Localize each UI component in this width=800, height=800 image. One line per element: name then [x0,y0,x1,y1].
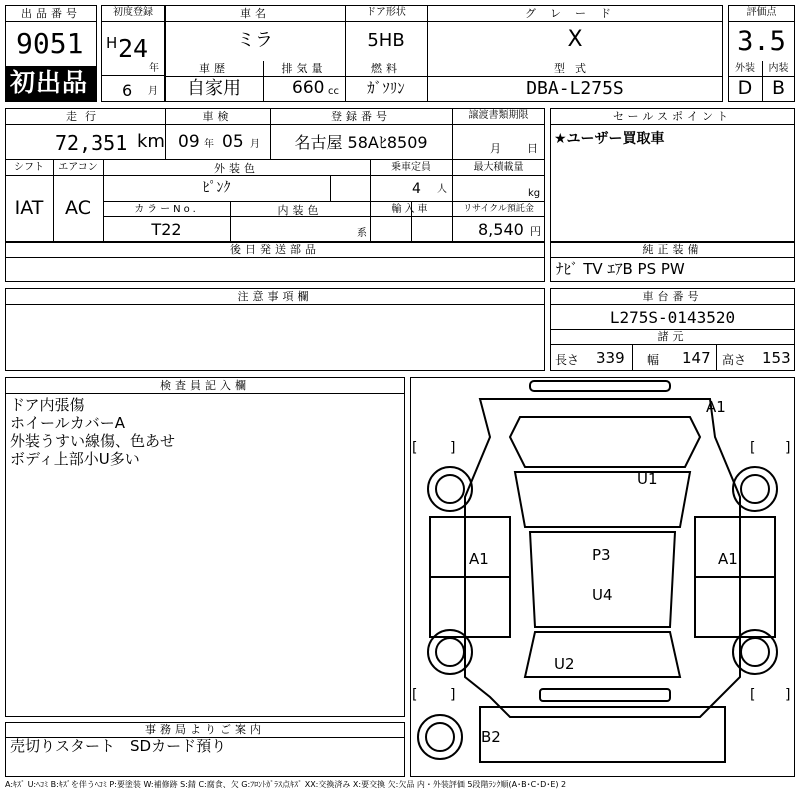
car-name-label: 車名 [240,7,270,20]
diagram-part [530,381,670,391]
displacement-label: 排気量 [281,62,327,75]
recycle-fee: 8,540 [478,220,524,239]
bracket-right-top-close: ] [785,440,791,456]
mark-u2: U2 [554,655,575,673]
legend: A:ｷｽﾞ U:ﾍｺﾐ B:ｷｽﾞを伴うﾍｺﾐ P:要塗装 W:補修跡 S:錆 C:腐食、欠 G:ﾌﾛﾝﾄｶﾞﾗｽ点ｷｽﾞ XX:交換済み X:要交換 欠:欠品 内・外装評価 5段階ﾗﾝｸ順(A･B･C･D･E) 2 [5,780,567,789]
mark-u4: U4 [592,586,613,604]
plate-label: 登録番号 [331,110,391,123]
length-label: 長さ [555,353,580,367]
capacity: 4 [412,181,421,197]
office-label: 事務局よりご案内 [145,723,265,736]
diagram-part [510,417,700,467]
interior-grade: B [771,77,786,99]
sales-point-box [550,108,795,242]
mileage-unit: km [137,131,165,152]
diagram-part [525,632,680,677]
diagram-part [480,707,725,762]
model-label: 型式 [554,62,596,75]
wheel-front-right-hub [741,475,769,503]
ac: AC [65,197,91,219]
length: 339 [596,349,625,367]
divider [330,176,331,202]
transfer-month-unit: 月 [490,142,501,155]
color-label: 外装色 [214,162,259,175]
reg-year: 24 [118,34,149,63]
width-label: 幅 [647,353,660,367]
color: ﾋﾟﾝｸ [202,180,231,196]
inspection-year: 09 [178,132,200,152]
bracket-left-top: [ [412,440,418,456]
capacity-unit: 人 [437,184,447,195]
lot-number-label: 出品番号 [21,7,81,20]
bracket-right-top: [ [750,440,756,456]
wheel-rear-left-hub [436,638,464,666]
shift: IAT [14,197,44,219]
reg-month: 6 [122,81,133,100]
displacement-unit: cc [328,86,339,97]
fuel-label: 燃料 [371,62,401,75]
color-no: T22 [151,220,182,239]
inspector-note-1: ドア内張傷 [10,396,85,414]
chassis-label: 車台番号 [642,290,703,303]
spec-label: 諸元 [657,330,688,343]
mileage-label: 走行 [66,110,104,123]
inspector-note-2: ホイールカバーA [10,414,125,432]
mark-b2: B2 [481,728,501,746]
equipment-label: 純正装備 [642,243,703,256]
first-registration-label: 初度登録 [113,7,153,18]
inspection-year-unit: 年 [204,139,214,150]
notes-label: 注意事項欄 [237,290,313,303]
load-unit: kg [528,188,541,199]
sales-point-label: セールスポイント [612,110,732,123]
shift-label: シフト [14,162,44,173]
interior-color-unit: 系 [357,228,367,239]
equipment: ﾅﾋﾞ TV ｴｱB PS PW [556,260,685,278]
lot-number: 9051 [16,27,84,60]
diagram-part [515,472,690,527]
car-name: ミラ [237,30,273,51]
mark-u1: U1 [637,470,658,488]
exterior-grade: D [737,77,753,99]
load-label: 最大積載量 [473,162,524,173]
mark-a1-front: A1 [706,398,726,416]
inspector-note-4: ボディ上部小U多い [10,450,140,468]
bracket-left-low: [ [412,687,418,703]
grade-label: グレード [525,7,625,20]
wheel-front-left-hub [436,475,464,503]
inspector-label: 検査員記入欄 [160,379,250,392]
reg-month-unit: 月 [148,86,158,97]
bracket-left-top-close: ] [450,440,456,456]
color-no-label: カラーNo. [134,204,199,215]
inspection-month-unit: 月 [250,139,260,150]
width: 147 [682,349,711,367]
sales-point: ★ユーザー買取車 [554,131,665,147]
displacement: 660 [292,78,325,98]
inspection-label: 車検 [202,110,233,123]
fuel: ｶﾞｿﾘﾝ [367,79,405,97]
score: 3.5 [737,26,786,57]
car-diagram [410,377,795,777]
import-label: 輸入車 [391,204,431,215]
recycle-unit: 円 [530,225,541,238]
bracket-left-low-close: ] [450,687,456,703]
door-label: ドア形状 [366,7,406,18]
reg-year-unit: 年 [149,63,159,74]
reg-era: H [106,34,118,52]
inspector-note-3: 外装うすい線傷、色あせ [10,432,176,450]
ac-label: エアコン [58,162,98,173]
mileage: 72,351 [55,131,128,155]
wheel-front-right [733,467,777,511]
mark-a1-left: A1 [469,550,489,568]
diagram-part [540,689,670,701]
model-code: DBA-L275S [526,78,624,99]
bracket-right-low-close: ] [785,687,791,703]
later-parts-label: 後日発送部品 [230,243,320,256]
chassis-number: L275S-0143520 [609,308,736,327]
divider [101,61,165,76]
mark-a1-right: A1 [718,550,738,568]
mark-p3: P3 [592,546,611,564]
interior-label: 内装 [768,63,789,74]
grade: X [567,27,583,52]
score-label: 評価点 [746,7,777,18]
height-label: 高さ [722,353,747,367]
office-note: 売切りスタート SDカード預り [10,737,227,755]
history-label: 車歴 [199,62,229,75]
wheel-front-left [428,467,472,511]
height: 153 [762,349,791,367]
door-type: 5HB [367,30,405,51]
capacity-label: 乗車定員 [391,162,431,173]
interior-color-label: 内装色 [277,204,323,217]
recycle-label: リサイクル預託金 [463,204,534,214]
inspection-month: 05 [222,132,244,152]
bracket-right-low: [ [750,687,756,703]
first-listing-label: 初出品 [10,68,89,97]
transfer-doc-label: 譲渡書類期限 [468,110,529,121]
plate-number: 名古屋 58Aﾋ8509 [294,133,428,152]
spare-wheel-hub [426,723,454,751]
divider [632,345,633,371]
spare-wheel [418,715,462,759]
transfer-day-unit: 日 [527,142,538,155]
divider [716,345,717,371]
exterior-label: 外装 [735,63,755,74]
wheel-rear-right-hub [741,638,769,666]
history: 自家用 [187,78,241,99]
